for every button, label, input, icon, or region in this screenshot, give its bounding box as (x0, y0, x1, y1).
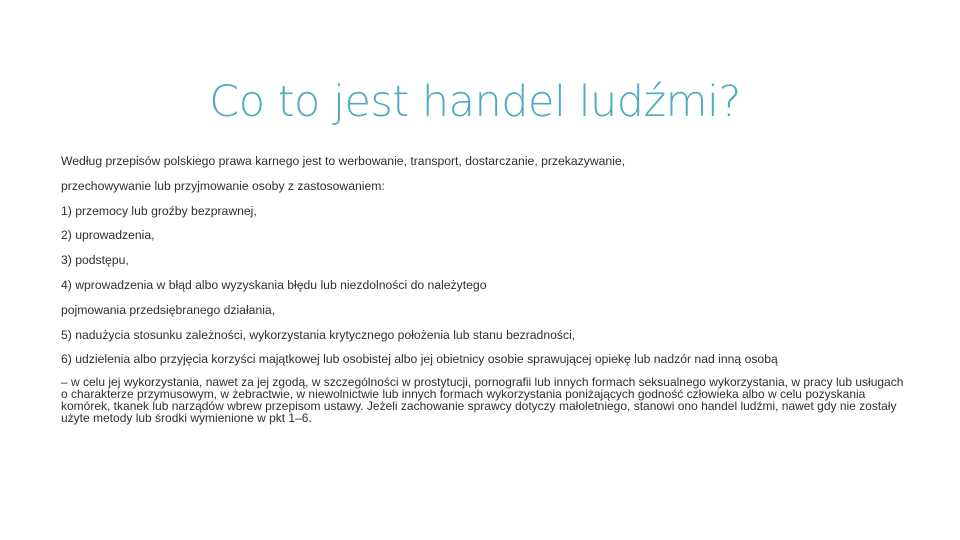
paragraph-intro-line-2: przechowywanie lub przyjmowanie osoby z zastosowaniem: (61, 178, 385, 193)
list-item-5: 5) nadużycia stosunku zależności, wykorzystania krytycznego położenia lub stanu bezradności, (61, 327, 576, 342)
list-item-1: 1) przemocy lub groźby bezprawnej, (61, 203, 257, 218)
paragraph-intro-line-1: Według przepisów polskiego prawa karnego jest to werbowanie, transport, dostarczanie, przekazywanie, (61, 154, 626, 168)
slide-title: Co to jest handel ludźmi? (209, 77, 741, 127)
list-item-3: 3) podstępu, (61, 253, 129, 268)
list-item-6: 6) udzielenia albo przyjęcia korzyści majątkowej lub osobistej albo jej obietnicy osobie sprawującej opiekę lub nadzór nad inną osobą (61, 352, 778, 367)
list-item-4-line-1: 4) wprowadzenia w błąd albo wyzyskania błędu lub niezdolności do należytego (61, 277, 487, 292)
slide-body (61, 154, 911, 424)
list-item-4-line-2: pojmowania przedsiębranego działania, (61, 302, 276, 317)
list-item-2: 2) uprowadzenia, (61, 228, 155, 243)
paragraph-conclusion: – w celu jej wykorzystania, nawet za jej zgodą, w szczególności w prostytucji, pornografii lub innych formach seksualnego wykorzystania, w pracy lub usługach o charakterze przymusowym, w żebractwie, w niewolnictwie lub innych formach wykorzystania poniżających godność człowieka albo w celu pozyskania komórek, tkanek lub narządów wbrew przepisom ustawy. Jeżeli zachowanie sprawcy dotyczy małoletniego, stanowi ono handel ludźmi, nawet gdy nie zostały użyte metody lub środki wymienione w pkt 1–6. (61, 375, 904, 425)
